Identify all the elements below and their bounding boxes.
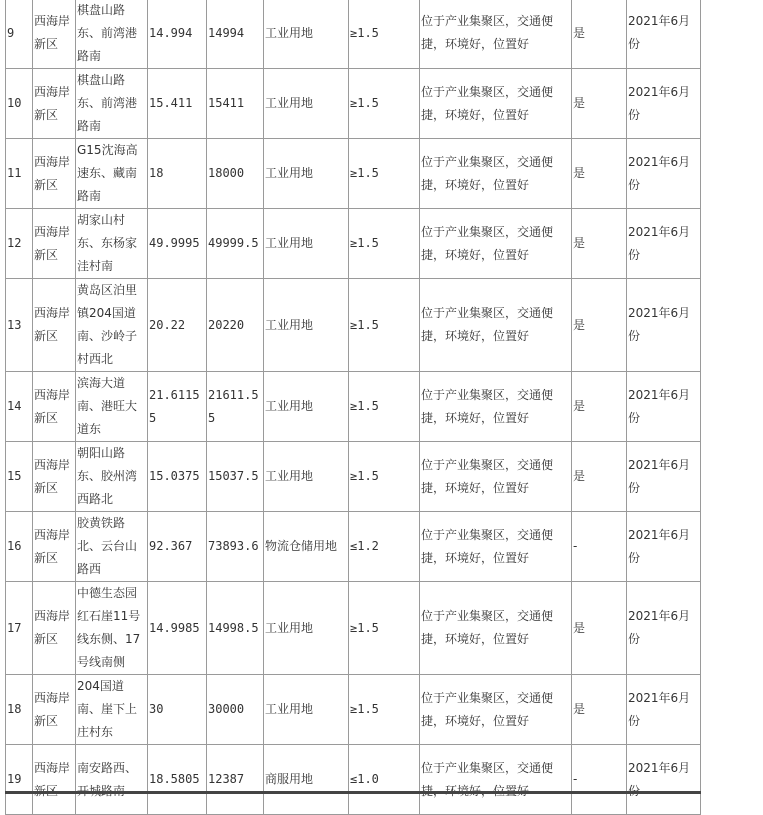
- plot-ratio-cell: ≤1.2: [349, 512, 420, 582]
- area-mu-cell: 18.5805: [148, 745, 207, 815]
- area-sqm-cell: 20220: [207, 279, 264, 372]
- location-cell: 黄岛区泊里镇204国道南、沙岭子村西北: [76, 279, 148, 372]
- row-number: 13: [6, 279, 33, 372]
- table-row: [6, 512, 701, 582]
- area-sqm-cell: 14994: [207, 0, 264, 69]
- location-cell: 棋盘山路东、前湾港路南: [76, 0, 148, 69]
- conditions-cell: 位于产业集聚区，交通便捷，环境好，位置好: [420, 582, 572, 675]
- area-mu-cell: 14.9985: [148, 582, 207, 675]
- row-number: 11: [6, 139, 33, 209]
- area-sqm-cell: 21611.55: [207, 372, 264, 442]
- location-cell: 胶黄铁路北、云台山路西: [76, 512, 148, 582]
- date-cell: 2021年6月: [627, 745, 701, 815]
- plot-ratio-cell: ≥1.5: [349, 279, 420, 372]
- plot-ratio-cell: ≥1.5: [349, 209, 420, 279]
- date-cell: 2021年6月份: [627, 442, 701, 512]
- date-cell: 2021年6月份: [627, 512, 701, 582]
- plot-ratio-cell: ≥1.5: [349, 582, 420, 675]
- district-cell: 西海岸新区: [33, 442, 76, 512]
- date-cell: 2021年6月份: [627, 279, 701, 372]
- land-use-cell: 工业用地: [264, 139, 349, 209]
- area-mu-cell: 18: [148, 139, 207, 209]
- land-use-cell: 工业用地: [264, 582, 349, 675]
- location-cell: 棋盘山路东、前湾港路南: [76, 69, 148, 139]
- table-row: [6, 372, 701, 442]
- area-mu-cell: 92.367: [148, 512, 207, 582]
- area-sqm-cell: 15411: [207, 69, 264, 139]
- table-row: [6, 0, 701, 69]
- area-mu-cell: 30: [148, 675, 207, 745]
- row-number: 18: [6, 675, 33, 745]
- plot-ratio-cell: ≥1.5: [349, 442, 420, 512]
- location-cell: G15沈海高速东、藏南路南: [76, 139, 148, 209]
- table-row: [6, 69, 701, 139]
- table-row: [6, 582, 701, 675]
- land-use-cell: 物流仓储用地: [264, 512, 349, 582]
- area-mu-cell: 49.9995: [148, 209, 207, 279]
- conditions-cell: 位于产业集聚区，交通便捷，环境好，位置好: [420, 442, 572, 512]
- flag-cell: -: [572, 745, 627, 815]
- conditions-cell: 位于产业集聚区，交通便捷，环境好，位置好: [420, 69, 572, 139]
- flag-cell: -: [572, 512, 627, 582]
- conditions-cell: 位于产业集聚区，交通便捷，环境好，位置好: [420, 209, 572, 279]
- area-mu-cell: 20.22: [148, 279, 207, 372]
- area-mu-cell: 15.411: [148, 69, 207, 139]
- row-number: 12: [6, 209, 33, 279]
- area-sqm-cell: 49999.5: [207, 209, 264, 279]
- date-cell: 2021年6月份: [627, 582, 701, 675]
- table-row: [6, 442, 701, 512]
- conditions-cell: 位于产业集聚区，交通便捷，环境好，位置好: [420, 139, 572, 209]
- district-cell: 西海岸新区: [33, 69, 76, 139]
- table-row: [6, 675, 701, 745]
- area-sqm-cell: 12387: [207, 745, 264, 815]
- land-use-cell: 工业用地: [264, 442, 349, 512]
- date-cell: 2021年6月份: [627, 675, 701, 745]
- area-sqm-cell: 30000: [207, 675, 264, 745]
- plot-ratio-cell: ≥1.5: [349, 0, 420, 69]
- area-sqm-cell: 73893.6: [207, 512, 264, 582]
- conditions-cell: 位于产业集聚区，交通便捷，环境好，位置好: [420, 0, 572, 69]
- table-row: [6, 209, 701, 279]
- conditions-cell: 位于产业集聚区，交通便捷，环境好，位置好: [420, 675, 572, 745]
- row-number: 16: [6, 512, 33, 582]
- area-mu-cell: 14.994: [148, 0, 207, 69]
- district-cell: 西海岸新区: [33, 512, 76, 582]
- flag-cell: 是: [572, 675, 627, 745]
- district-cell: 西海岸新区: [33, 0, 76, 69]
- row-number: 14: [6, 372, 33, 442]
- district-cell: 西海岸新区: [33, 139, 76, 209]
- date-cell: 2021年6月份: [627, 372, 701, 442]
- row-number: 19: [6, 745, 33, 815]
- area-mu-cell: 21.61155: [148, 372, 207, 442]
- date-cell: 2021年6月份: [627, 209, 701, 279]
- location-cell: 朝阳山路东、胶州湾西路北: [76, 442, 148, 512]
- flag-cell: 是: [572, 372, 627, 442]
- area-sqm-cell: 14998.5: [207, 582, 264, 675]
- plot-ratio-cell: ≥1.5: [349, 675, 420, 745]
- area-mu-cell: 15.0375: [148, 442, 207, 512]
- location-cell: 204国道南、崖下上庄村东: [76, 675, 148, 745]
- plot-ratio-cell: ≥1.5: [349, 69, 420, 139]
- row-number: 15: [6, 442, 33, 512]
- land-use-cell: 商服用地: [264, 745, 349, 815]
- flag-cell: 是: [572, 209, 627, 279]
- district-cell: 西海岸新区: [33, 279, 76, 372]
- flag-cell: 是: [572, 279, 627, 372]
- district-cell: 西海岸新区: [33, 675, 76, 745]
- plot-ratio-cell: ≥1.5: [349, 139, 420, 209]
- table-row: [6, 745, 701, 815]
- flag-cell: 是: [572, 442, 627, 512]
- land-use-cell: 工业用地: [264, 69, 349, 139]
- district-cell: 西海岸新区: [33, 582, 76, 675]
- flag-cell: 是: [572, 69, 627, 139]
- district-cell: 西海岸新区: [33, 372, 76, 442]
- flag-cell: 是: [572, 582, 627, 675]
- date-cell: 2021年6月份: [627, 0, 701, 69]
- row-number: 9: [6, 0, 33, 69]
- location-cell: 南安路西、: [76, 745, 148, 815]
- date-cell: 2021年6月份: [627, 69, 701, 139]
- land-use-cell: 工业用地: [264, 209, 349, 279]
- row-number: 10: [6, 69, 33, 139]
- table-row: [6, 279, 701, 372]
- location-cell: 胡家山村东、东杨家洼村南: [76, 209, 148, 279]
- location-cell: 滨海大道南、港旺大道东: [76, 372, 148, 442]
- row-number: 17: [6, 582, 33, 675]
- land-parcel-table: [5, 0, 701, 815]
- plot-ratio-cell: ≥1.5: [349, 372, 420, 442]
- conditions-cell: 位于产业集聚区，交通便捷，环境好，位置好: [420, 279, 572, 372]
- district-cell: 西海岸: [33, 745, 76, 815]
- flag-cell: 是: [572, 139, 627, 209]
- land-use-cell: 工业用地: [264, 0, 349, 69]
- land-use-cell: 工业用地: [264, 279, 349, 372]
- area-sqm-cell: 15037.5: [207, 442, 264, 512]
- conditions-cell: 位于产业集聚区，交通便捷，环境好，位置好: [420, 372, 572, 442]
- district-cell: 西海岸新区: [33, 209, 76, 279]
- land-use-cell: 工业用地: [264, 372, 349, 442]
- table-row: [6, 139, 701, 209]
- location-cell: 中德生态园红石崖11号线东侧、17号线南侧: [76, 582, 148, 675]
- date-cell: 2021年6月份: [627, 139, 701, 209]
- conditions-cell: 位于产业集聚区，交通便捷，环境好，位置好: [420, 512, 572, 582]
- flag-cell: 是: [572, 0, 627, 69]
- land-use-cell: 工业用地: [264, 675, 349, 745]
- table-body: [6, 0, 701, 815]
- plot-ratio-cell: ≤1.0: [349, 745, 420, 815]
- conditions-cell: 位于产业集聚区，交通便: [420, 745, 572, 815]
- area-sqm-cell: 18000: [207, 139, 264, 209]
